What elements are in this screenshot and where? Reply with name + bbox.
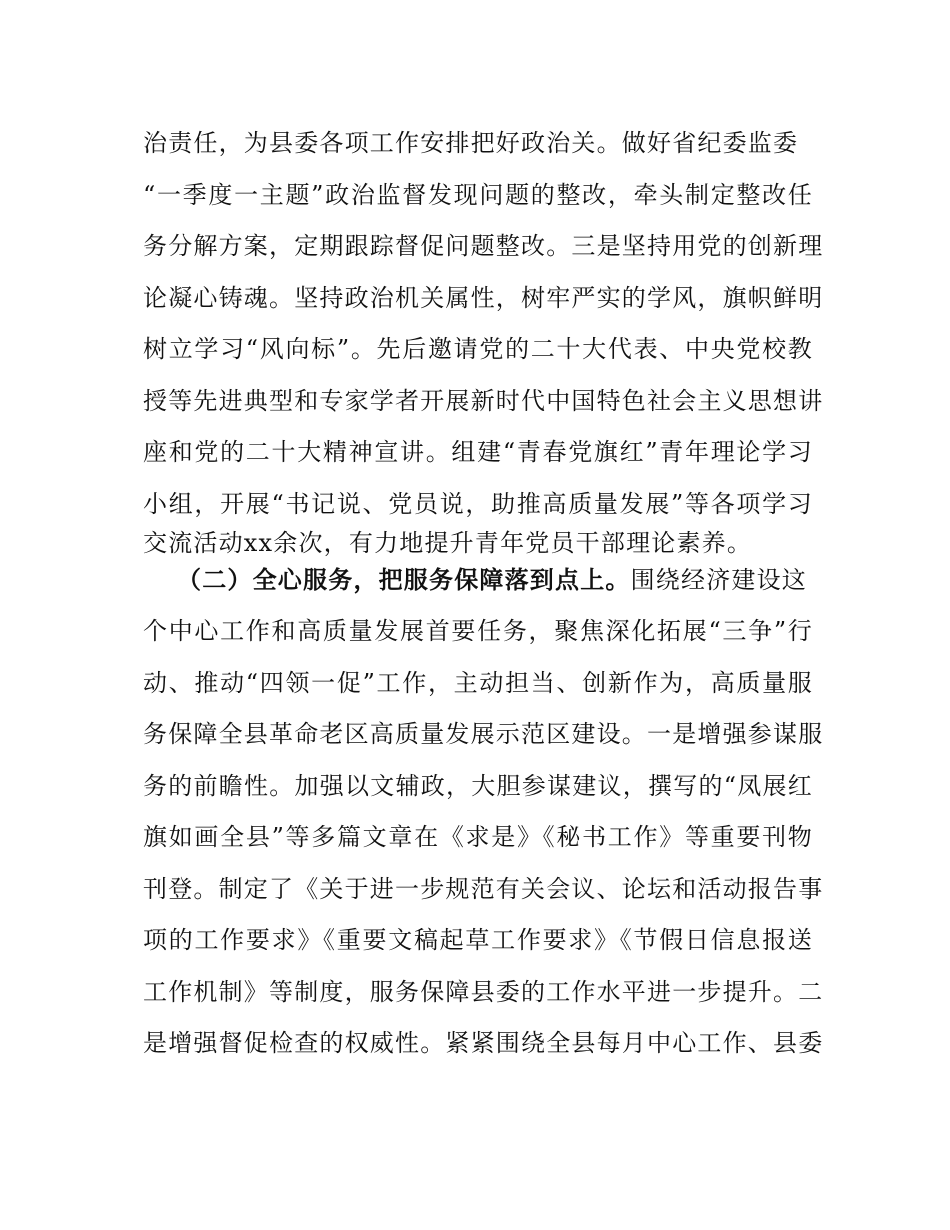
text-line: 务的前瞻性。加强以文辅政，大胆参谋建议，撰写的“凤展红 — [143, 772, 813, 800]
text-line: 是增强督促检查的权威性。紧紧围绕全县每月中心工作、县委 — [143, 1029, 824, 1057]
text-line: 刊登。制定了《关于进一步规范有关会议、论坛和活动报告事 — [143, 875, 824, 903]
text-line: 治责任，为县委各项工作安排把好政治关。做好省纪委监委 — [143, 129, 799, 157]
text-line: “一季度一主题”政治监督发现问题的整改，牵头制定整改任 — [143, 181, 813, 209]
text-line: 小组，开展“书记说、党员说，助推高质量发展”等各项学习 — [143, 490, 813, 518]
text-line: 务分解方案，定期跟踪督促问题整改。三是坚持用党的创新理 — [143, 232, 824, 260]
section-heading: （二）全心服务，把服务保障落到点上。 — [177, 566, 631, 594]
text-span: 围绕经济建设这 — [630, 566, 808, 594]
text-line: 树立学习“风向标”。先后邀请党的二十大代表、中央党校教 — [143, 335, 813, 363]
text-line: 授等先进典型和专家学者开展新时代中国特色社会主义思想讲 — [143, 387, 824, 415]
text-line: 交流活动xx余次，有力地提升青年党员干部理论素养。 — [143, 529, 753, 557]
text-line: 项的工作要求》《重要文稿起草工作要求》《节假日信息报送 — [143, 926, 813, 954]
text-line: 工作机制》等制度，服务保障县委的工作水平进一步提升。二 — [143, 978, 824, 1006]
text-line: 座和党的二十大精神宣讲。组建“青春党旗红”青年理论学习 — [143, 438, 813, 466]
text-line: 论凝心铸魂。坚持政治机关属性，树牢严实的学风，旗帜鲜明 — [143, 284, 824, 312]
text-line: 旗如画全县”等多篇文章在《求是》《秘书工作》等重要刊物 — [143, 823, 813, 851]
text-line: 动、推动“四领一促”工作，主动担当、创新作为，高质量服 — [143, 669, 813, 697]
text-line: 个中心工作和高质量发展首要任务，聚焦深化拓展“三争”行 — [143, 617, 813, 645]
text-line — [177, 566, 807, 594]
text-line: 务保障全县革命老区高质量发展示范区建设。一是增强参谋服 — [143, 720, 824, 748]
